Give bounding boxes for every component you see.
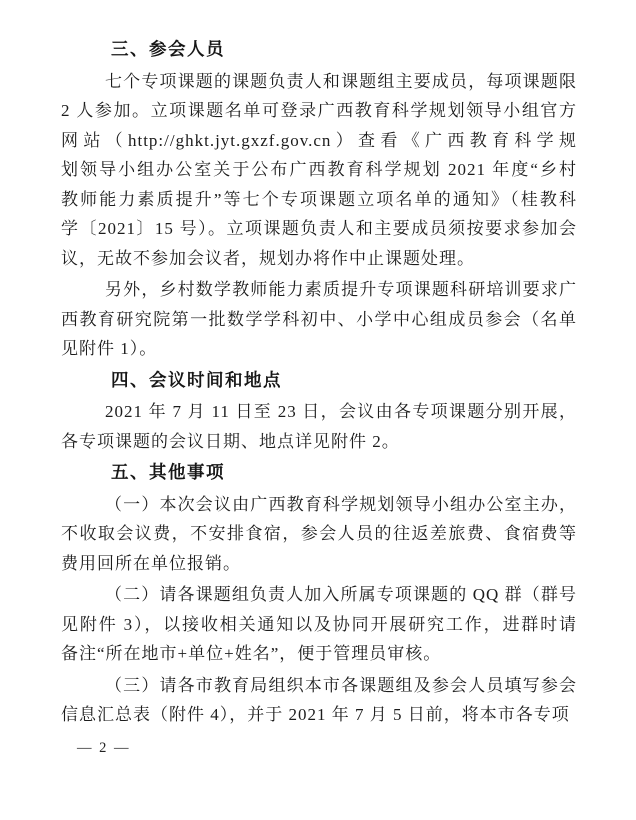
page-number: — 2 — xyxy=(77,740,131,756)
section-heading: 四、会议时间和地点 xyxy=(111,369,282,390)
section-heading: 五、其他事项 xyxy=(111,462,225,482)
paragraph xyxy=(61,671,577,730)
text-line: 2021 年 7 月 11 日至 23 日，会议由各专项课题分别开展， xyxy=(105,402,577,421)
text-line: 七个专项课题的课题负责人和课题组主要成员，每项课题限 xyxy=(105,71,577,91)
text-line: 费用回所在单位报销。 xyxy=(61,553,241,573)
paragraph xyxy=(61,397,577,456)
text-line: （三）请各市教育局组织本市各课题组及参会人员填写参会 xyxy=(105,675,577,695)
text-line: 议，无故不参加会议者，规划办将作中止课题处理。 xyxy=(61,248,475,268)
text-line: 见附件 3），以接收相关通知以及协同开展研究工作，进群时请 xyxy=(61,614,577,634)
text-line: 不收取会议费，不安排食宿，参会人员的往返差旅费、食宿费等 xyxy=(61,524,577,543)
text-line: （一）本次会议由广西教育科学规划领导小组办公室主办， xyxy=(105,494,577,514)
paragraph xyxy=(61,67,577,274)
text-line: 各专项课题的会议日期、地点详见附件 2。 xyxy=(61,431,400,451)
text-line: 另外，乡村数学教师能力素质提升专项课题科研培训要求广 xyxy=(105,280,577,299)
text-line: 教师能力素质提升”等七个专项课题立项名单的通知》（桂教科 xyxy=(61,189,577,209)
text-line: 学〔2021〕15 号）。立项课题负责人和主要成员须按要求参加会 xyxy=(61,219,577,238)
paragraph xyxy=(61,580,577,669)
document-body xyxy=(61,33,577,730)
text-line: 划领导小组办公室关于公布广西教育科学规划 2021 年度“乡村 xyxy=(61,160,577,179)
text-line: 备注“所在地市+单位+姓名”，便于管理员审核。 xyxy=(61,644,442,663)
text-line: 见附件 1）。 xyxy=(61,339,158,358)
paragraph xyxy=(61,490,577,579)
paragraph xyxy=(61,275,577,364)
text-line: 2 人参加。立项课题名单可登录广西教育科学规划领导小组官方 xyxy=(61,101,577,120)
text-line: （二）请各课题组负责人加入所属专项课题的 QQ 群（群号 xyxy=(105,585,577,604)
text-line: 信息汇总表（附件 4），并于 2021 年 7 月 5 日前，将本市各专项 xyxy=(61,705,570,724)
text-line: 西教育研究院第一批数学学科初中、小学中心组成员参会（名单 xyxy=(61,309,577,329)
text-line: 网站（http://ghkt.jyt.gxzf.gov.cn）查看《广西教育科学规 xyxy=(61,130,577,150)
section-heading: 三、参会人员 xyxy=(111,39,225,59)
